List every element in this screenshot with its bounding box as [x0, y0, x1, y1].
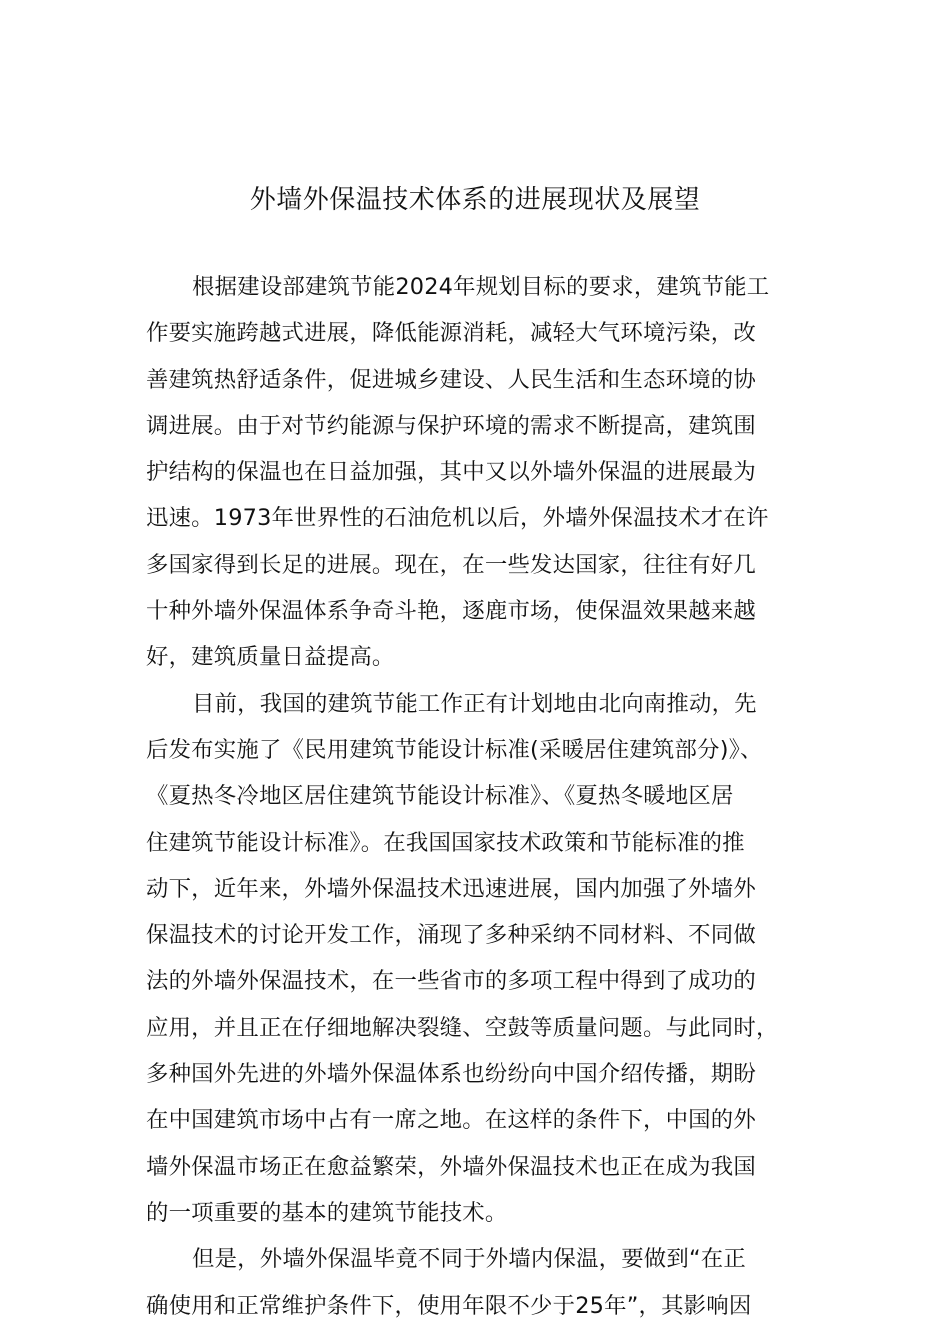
paragraph-line: 保温技术的讨论开发工作，涌现了多种采纳不同材料、不同做	[146, 922, 756, 949]
paragraph-line: 迅速。1973年世界性的石油危机以后，外墙外保温技术才在许	[146, 505, 769, 532]
paragraph-line: 多种国外先进的外墙外保温体系也纷纷向中国介绍传播，期盼	[146, 1061, 756, 1088]
paragraph-line: 在中国建筑市场中占有一席之地。在这样的条件下，中国的外	[146, 1107, 756, 1134]
paragraph-2	[146, 681, 811, 1237]
paragraph-line: 应用，并且正在仔细地解决裂缝、空鼓等质量问题。与此同时，	[146, 1014, 779, 1041]
paragraph-1	[146, 264, 811, 681]
paragraph-line: 调进展。由于对节约能源与保护环境的需求不断提高，建筑围	[146, 412, 756, 439]
paragraph-line: 动下，近年来，外墙外保温技术迅速进展，国内加强了外墙外	[146, 875, 756, 902]
paragraph-line: 好，建筑质量日益提高。	[146, 644, 395, 671]
paragraph-line: 住建筑节能设计标准》。在我国国家技术政策和节能标准的推	[146, 829, 745, 856]
paragraph-line: 的一项重要的基本的建筑节能技术。	[146, 1199, 508, 1226]
paragraph-line: 根据建设部建筑节能2024年规划目标的要求，建筑节能工	[192, 274, 770, 300]
document-body	[146, 264, 811, 1329]
paragraph-line: 后发布实施了《民用建筑节能设计标准(采暖居住建筑部分)》、	[146, 736, 763, 763]
paragraph-line: 墙外保温市场正在愈益繁荣，外墙外保温技术也正在成为我国	[146, 1153, 756, 1180]
paragraph-line: 法的外墙外保温技术，在一些省市的多项工程中得到了成功的	[146, 968, 756, 995]
paragraph-line: 确使用和正常维护条件下，使用年限不少于25年”，其影响因	[146, 1292, 752, 1319]
paragraph-line: 多国家得到长足的进展。现在，在一些发达国家，往往有好几	[146, 551, 756, 578]
paragraph-line: 十种外墙外保温体系争奇斗艳，逐鹿市场，使保温效果越来越	[146, 598, 756, 625]
paragraph-line: 《夏热冬冷地区居住建筑节能设计标准》、《夏热冬暖地区居	[146, 783, 734, 810]
paragraph-3	[146, 1236, 811, 1329]
paragraph-line: 但是，外墙外保温毕竟不同于外墙内保温，要做到“在正	[192, 1246, 746, 1273]
paragraph-line: 善建筑热舒适条件，促进城乡建设、人民生活和生态环境的协	[146, 366, 756, 393]
document-title: 外墙外保温技术体系的进展现状及展望	[249, 185, 701, 215]
paragraph-line: 目前，我国的建筑节能工作正有计划地由北向南推动，先	[192, 690, 757, 717]
paragraph-line: 作要实施跨越式进展，降低能源消耗，减轻大气环境污染，改	[146, 320, 756, 347]
paragraph-line: 护结构的保温也在日益加强，其中又以外墙外保温的进展最为	[146, 459, 756, 486]
